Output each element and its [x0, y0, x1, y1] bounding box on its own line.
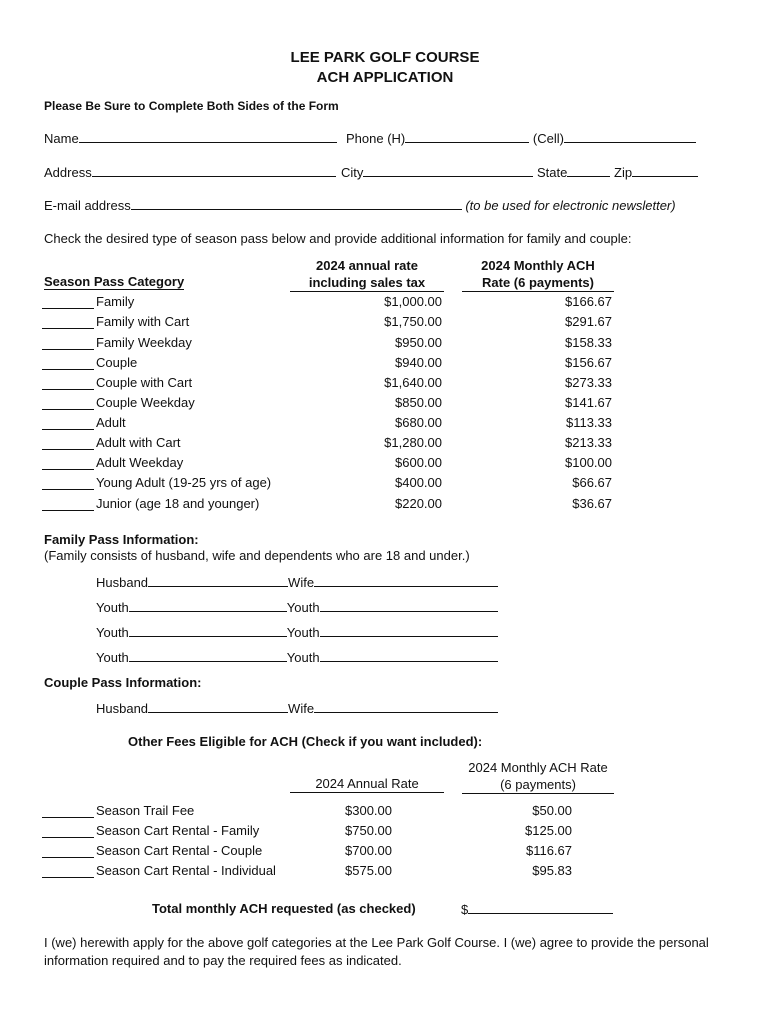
- monthly-rate-header-line-1: 2024 Monthly ACH: [481, 258, 595, 273]
- annual-rate: $1,280.00: [384, 435, 442, 450]
- wife-label: Wife: [288, 701, 315, 716]
- other-fee-label: Season Cart Rental - Family: [96, 823, 260, 838]
- season-pass-row: [42, 395, 642, 415]
- season-pass-label: Family Weekday: [96, 335, 192, 350]
- season-pass-row: [42, 475, 642, 495]
- season-pass-label: Couple with Cart: [96, 375, 193, 390]
- family-youth-row: [96, 599, 498, 619]
- instruction-text: Please Be Sure to Complete Both Sides of the Form: [44, 99, 339, 113]
- wife-field[interactable]: [314, 700, 498, 713]
- youth-label: Youth: [286, 600, 320, 615]
- season-pass-checkbox-line[interactable]: [42, 397, 94, 410]
- state-label: State: [537, 165, 568, 180]
- other-fee-row: [42, 823, 642, 843]
- phone-h-field[interactable]: [405, 130, 529, 143]
- name-label: Name: [44, 131, 79, 146]
- season-pass-checkbox-line[interactable]: [42, 498, 94, 511]
- zip-field[interactable]: [632, 164, 698, 177]
- other-fee-checkbox-line[interactable]: [42, 865, 94, 878]
- season-pass-category-header: Season Pass Category: [44, 274, 185, 289]
- husband-field[interactable]: [148, 700, 288, 713]
- season-pass-label: Young Adult (19-25 yrs of age): [96, 475, 272, 490]
- annual-rate: $680.00: [395, 415, 442, 430]
- monthly-rate: $291.67: [565, 314, 612, 329]
- youth-label: Youth: [96, 650, 129, 665]
- season-pass-row: [42, 335, 642, 355]
- agreement-text: I (we) herewith apply for the above golf categories at the Lee Park Golf Course. I (we) agree to provide the personal information required and to pay the required fees as indicated.: [44, 935, 709, 968]
- other-fee-checkbox-line[interactable]: [42, 825, 94, 838]
- phone-h-label: Phone (H): [346, 131, 406, 146]
- season-pass-row: [42, 455, 642, 475]
- email-field[interactable]: [131, 197, 462, 210]
- check-instruction: Check the desired type of season pass below and provide additional information for family and couple:: [44, 231, 632, 246]
- annual-rate: $1,750.00: [384, 314, 442, 329]
- total-row: [461, 901, 613, 917]
- total-label: Total monthly ACH requested (as checked): [152, 901, 416, 916]
- monthly-rate: $100.00: [565, 455, 612, 470]
- zip-label: Zip: [614, 165, 633, 180]
- season-pass-row: [42, 314, 642, 334]
- family-youth-row: [96, 649, 498, 669]
- other-fee-label: Season Trail Fee: [96, 803, 195, 818]
- youth-field[interactable]: [129, 599, 287, 612]
- annual-rate: $1,000.00: [384, 294, 442, 309]
- annual-rate: $1,640.00: [384, 375, 442, 390]
- form-title-line-2: ACH APPLICATION: [316, 69, 454, 86]
- monthly-rate-header-line-2: Rate (6 payments): [482, 275, 594, 290]
- season-pass-label: Couple: [96, 355, 138, 370]
- wife-field[interactable]: [314, 574, 498, 587]
- family-pass-heading: Family Pass Information:: [44, 532, 199, 547]
- season-pass-checkbox-line[interactable]: [42, 457, 94, 470]
- youth-field[interactable]: [320, 624, 498, 637]
- season-pass-row: [42, 294, 642, 314]
- monthly-rate: $213.33: [565, 435, 612, 450]
- other-fee-annual: $750.00: [345, 823, 392, 838]
- youth-label: Youth: [96, 625, 129, 640]
- youth-field[interactable]: [129, 624, 287, 637]
- address-label: Address: [44, 165, 92, 180]
- family-pass-note: (Family consists of husband, wife and dependents who are 18 and under.): [44, 548, 470, 563]
- season-pass-checkbox-line[interactable]: [42, 417, 94, 430]
- season-pass-checkbox-line[interactable]: [42, 296, 94, 309]
- state-field[interactable]: [567, 164, 610, 177]
- annual-rate-header-line-2: including sales tax: [308, 275, 426, 290]
- season-pass-label: Adult: [96, 415, 126, 430]
- husband-label: Husband: [96, 575, 149, 590]
- other-fee-row: [42, 863, 642, 883]
- season-pass-row: [42, 435, 642, 455]
- address-row: [44, 164, 336, 180]
- other-fees-monthly-header-line-1: 2024 Monthly ACH Rate: [468, 760, 608, 775]
- email-note: (to be used for electronic newsletter): [465, 198, 676, 213]
- season-pass-label: Family: [96, 294, 135, 309]
- season-pass-checkbox-line[interactable]: [42, 357, 94, 370]
- form-title-line-1: LEE PARK GOLF COURSE: [290, 49, 480, 66]
- annual-rate: $940.00: [395, 355, 442, 370]
- other-fee-annual: $300.00: [345, 803, 392, 818]
- season-pass-label: Adult Weekday: [96, 455, 184, 470]
- season-pass-label: Junior (age 18 and younger): [96, 496, 260, 511]
- monthly-rate: $273.33: [565, 375, 612, 390]
- phone-row: [346, 130, 696, 146]
- cell-field[interactable]: [564, 130, 696, 143]
- name-field[interactable]: [79, 130, 337, 143]
- season-pass-checkbox-line[interactable]: [42, 477, 94, 490]
- total-field[interactable]: [468, 901, 613, 914]
- youth-field[interactable]: [320, 649, 498, 662]
- other-fee-label: Season Cart Rental - Individual: [96, 863, 276, 878]
- other-fees-heading: Other Fees Eligible for ACH (Check if you want included):: [128, 734, 483, 749]
- youth-label: Youth: [286, 625, 320, 640]
- other-fee-annual: $575.00: [345, 863, 392, 878]
- annual-rate-header: [290, 257, 444, 292]
- other-fee-monthly: $116.67: [525, 843, 572, 858]
- city-label: City: [341, 165, 364, 180]
- other-fee-row: [42, 843, 642, 863]
- email-row: [44, 197, 676, 213]
- husband-label: Husband: [96, 701, 149, 716]
- annual-rate: $950.00: [395, 335, 442, 350]
- season-pass-label: Couple Weekday: [96, 395, 195, 410]
- family-youth-row: [96, 624, 498, 644]
- annual-rate: $400.00: [395, 475, 442, 490]
- season-pass-checkbox-line[interactable]: [42, 316, 94, 329]
- season-pass-checkbox-line[interactable]: [42, 377, 94, 390]
- monthly-rate: $113.33: [565, 415, 612, 430]
- monthly-rate: $141.67: [565, 395, 612, 410]
- other-fee-label: Season Cart Rental - Couple: [96, 843, 263, 858]
- annual-rate: $600.00: [395, 455, 442, 470]
- husband-field[interactable]: [148, 574, 288, 587]
- email-label: E-mail address: [44, 198, 131, 213]
- cell-label: (Cell): [532, 131, 564, 146]
- monthly-rate: $158.33: [565, 335, 612, 350]
- season-pass-label: Adult with Cart: [96, 435, 181, 450]
- other-fee-monthly: $95.83: [532, 863, 572, 878]
- total-currency: $: [461, 902, 469, 917]
- other-fee-monthly: $125.00: [525, 823, 572, 838]
- season-pass-checkbox-line[interactable]: [42, 337, 94, 350]
- couple-pass-heading: Couple Pass Information:: [44, 675, 202, 690]
- youth-label: Youth: [96, 600, 129, 615]
- annual-rate: $220.00: [395, 496, 442, 511]
- season-pass-row: [42, 496, 642, 516]
- youth-field[interactable]: [320, 599, 498, 612]
- youth-field[interactable]: [129, 649, 287, 662]
- family-husband-wife-row: [96, 574, 498, 594]
- wife-label: Wife: [288, 575, 315, 590]
- other-fees-annual-header: 2024 Annual Rate: [290, 776, 444, 793]
- address-field[interactable]: [92, 164, 336, 177]
- season-pass-row: [42, 355, 642, 375]
- monthly-rate: $36.67: [572, 496, 612, 511]
- season-pass-label: Family with Cart: [96, 314, 190, 329]
- other-fee-monthly: $50.00: [532, 803, 572, 818]
- monthly-rate: $66.67: [572, 475, 612, 490]
- season-pass-checkbox-line[interactable]: [42, 437, 94, 450]
- city-field[interactable]: [363, 164, 533, 177]
- youth-label: Youth: [286, 650, 320, 665]
- name-row: [44, 130, 337, 146]
- season-pass-row: [42, 375, 642, 395]
- annual-rate-header-line-1: 2024 annual rate: [316, 258, 418, 273]
- annual-rate: $850.00: [395, 395, 442, 410]
- other-fees-monthly-header: [462, 759, 614, 794]
- monthly-rate-header: [462, 257, 614, 292]
- season-pass-row: [42, 415, 642, 435]
- other-fee-row: [42, 803, 642, 823]
- other-fee-checkbox-line[interactable]: [42, 845, 94, 858]
- city-row: [341, 164, 698, 180]
- couple-husband-wife-row: [96, 700, 498, 720]
- monthly-rate: $156.67: [565, 355, 612, 370]
- other-fee-annual: $700.00: [345, 843, 392, 858]
- monthly-rate: $166.67: [565, 294, 612, 309]
- other-fees-monthly-header-line-2: (6 payments): [500, 777, 576, 792]
- other-fee-checkbox-line[interactable]: [42, 805, 94, 818]
